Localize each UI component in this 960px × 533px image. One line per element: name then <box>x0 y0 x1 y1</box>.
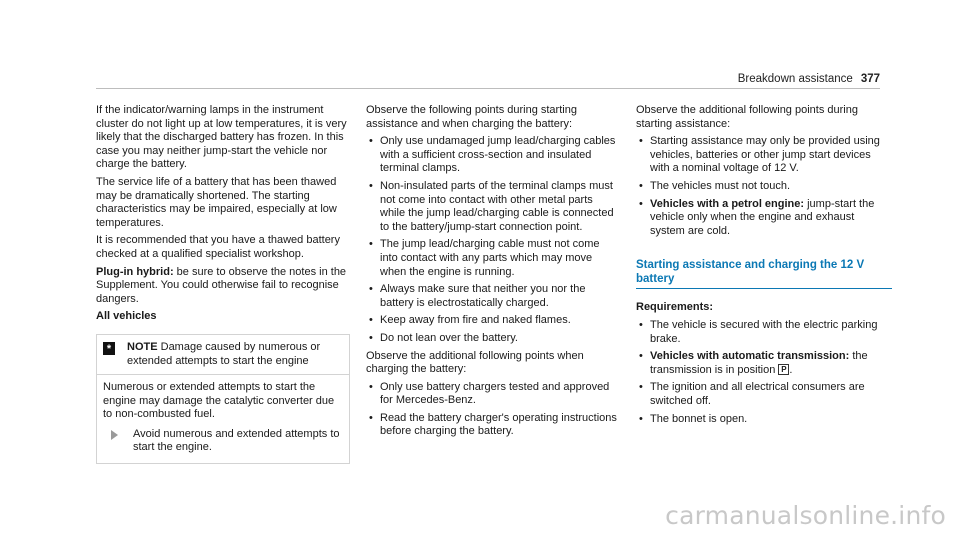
list-item-text: Read the battery charger's operating instructions before charging the battery. <box>380 411 617 438</box>
bullet-icon: • <box>369 135 373 148</box>
column-left <box>96 104 350 464</box>
list-item <box>366 238 620 279</box>
arrow-right-icon <box>111 430 118 440</box>
list-item <box>366 381 620 408</box>
plugin-hybrid-text: be sure to observe the notes in the Supplement. You could otherwise fail to recognise dangers. <box>96 265 347 305</box>
list-requirements <box>636 319 892 426</box>
list-item <box>366 283 620 310</box>
list-item-text: Keep away from fire and naked flames. <box>380 314 571 327</box>
header-section-title: Breakdown assistance <box>737 73 853 85</box>
list-item <box>636 198 892 239</box>
petrol-engine-label: Vehicles with a petrol engine: <box>650 197 805 210</box>
list-item-text: Do not lean over the battery. <box>380 331 518 344</box>
bullet-icon: • <box>369 380 373 393</box>
section-title: Starting assistance and charging the 12 V battery <box>636 258 892 289</box>
column-right <box>636 104 892 430</box>
paragraph-frozen-battery: If the indicator/warning lamps in the instrument cluster do not light up at low temperatures, it is very likely that the discharged battery has frozen. In this case you may neither jump-start the vehicle nor charge the battery. <box>96 104 347 171</box>
list-item <box>366 314 620 328</box>
list-item <box>636 413 892 427</box>
paragraph-service-life: The service life of a battery that has been thawed may be dramatically shortened. The starting characteristics may be impaired, especially at low temperatures. <box>96 175 337 229</box>
intro-starting-assistance: Observe the additional following points during starting assistance: <box>636 104 858 130</box>
bullet-icon: • <box>639 197 643 210</box>
note-heading <box>97 335 349 375</box>
list-item <box>636 350 892 377</box>
list-item-text: Non-insulated parts of the terminal clamps must not come into contact with other metal parts while the jump lead/charging cable is connected to the battery/jump-start connection point. <box>380 179 614 233</box>
note-action <box>103 428 343 455</box>
column-middle <box>366 104 620 443</box>
requirements-label: Requirements: <box>636 301 714 314</box>
list-item-text: jump-start the vehicle only when the engine and exhaust system are cold. <box>650 197 875 237</box>
bullet-icon: • <box>369 283 373 296</box>
bullet-icon: • <box>369 238 373 251</box>
note-body <box>97 375 349 463</box>
note-box <box>96 334 350 464</box>
list-starting-points <box>636 135 892 238</box>
page-header <box>738 73 880 87</box>
bullet-icon: • <box>639 381 643 394</box>
note-star-icon: * <box>103 342 115 355</box>
bullet-icon: • <box>639 179 643 192</box>
list-item-text: The vehicles must not touch. <box>650 179 791 192</box>
bullet-icon: • <box>369 179 373 192</box>
page-number: 377 <box>860 73 880 85</box>
list-charging-points <box>366 381 620 439</box>
paragraph-recommendation: It is recommended that you have a thawed battery checked at a qualified specialist workshop. <box>96 234 340 260</box>
list-item <box>636 135 892 176</box>
watermark-link[interactable]: carmanualsonline.info <box>665 501 946 530</box>
park-position-icon: P <box>778 364 789 375</box>
header-divider <box>96 88 880 89</box>
list-item-text: The jump lead/charging cable must not come into contact with any parts which may move when the engine is running. <box>380 238 600 278</box>
paragraph-plugin-hybrid <box>96 266 350 307</box>
all-vehicles-label: All vehicles <box>96 310 157 323</box>
list-item <box>366 332 620 346</box>
requirements-heading <box>636 301 892 315</box>
list-item <box>636 319 892 346</box>
note-body-text: Numerous or extended attempts to start the engine may damage the catalytic converter due to non-combusted fuel. <box>103 381 335 421</box>
note-label: NOTE <box>127 340 158 353</box>
list-item-end: . <box>789 363 793 376</box>
list-item-text: The bonnet is open. <box>650 412 748 425</box>
bullet-icon: • <box>369 314 373 327</box>
list-safety-points <box>366 135 620 345</box>
list-item-text: the transmission is in position <box>650 350 868 376</box>
all-vehicles-heading <box>96 310 350 324</box>
bullet-icon: • <box>369 331 373 344</box>
bullet-icon: • <box>639 412 643 425</box>
list-item <box>636 381 892 408</box>
list-item <box>366 135 620 176</box>
list-item-text: Starting assistance may only be provided using vehicles, batteries or other jump start devices with a nominal voltage of 12 V. <box>650 135 880 175</box>
plugin-hybrid-label: Plug-in hybrid: <box>96 265 174 278</box>
list-item-text: The vehicle is secured with the electric parking brake. <box>650 318 878 345</box>
intro-charging: Observe the additional following points when charging the battery: <box>366 349 584 376</box>
list-item <box>366 180 620 234</box>
intro-starting-charging: Observe the following points during starting assistance and when charging the battery: <box>366 104 577 130</box>
note-heading-text: Damage caused by numerous or extended attempts to start the engine <box>127 340 321 367</box>
bullet-icon: • <box>369 411 373 424</box>
list-item-text: The ignition and all electrical consumers are switched off. <box>650 381 865 407</box>
list-item-text: Only use undamaged jump lead/charging cables with a sufficient cross-section and insulated terminal clamps. <box>380 135 616 175</box>
list-item-text: Only use battery chargers tested and approved for Mercedes-Benz. <box>380 380 610 407</box>
list-item <box>636 180 892 194</box>
bullet-icon: • <box>639 135 643 148</box>
bullet-icon: • <box>639 350 643 363</box>
note-action-text: Avoid numerous and extended attempts to start the engine. <box>133 427 340 454</box>
list-item-text: Always make sure that neither you nor the battery is electrostatically charged. <box>380 283 586 309</box>
automatic-transmission-label: Vehicles with automatic transmission: <box>650 350 850 363</box>
bullet-icon: • <box>639 318 643 331</box>
list-item <box>366 412 620 439</box>
